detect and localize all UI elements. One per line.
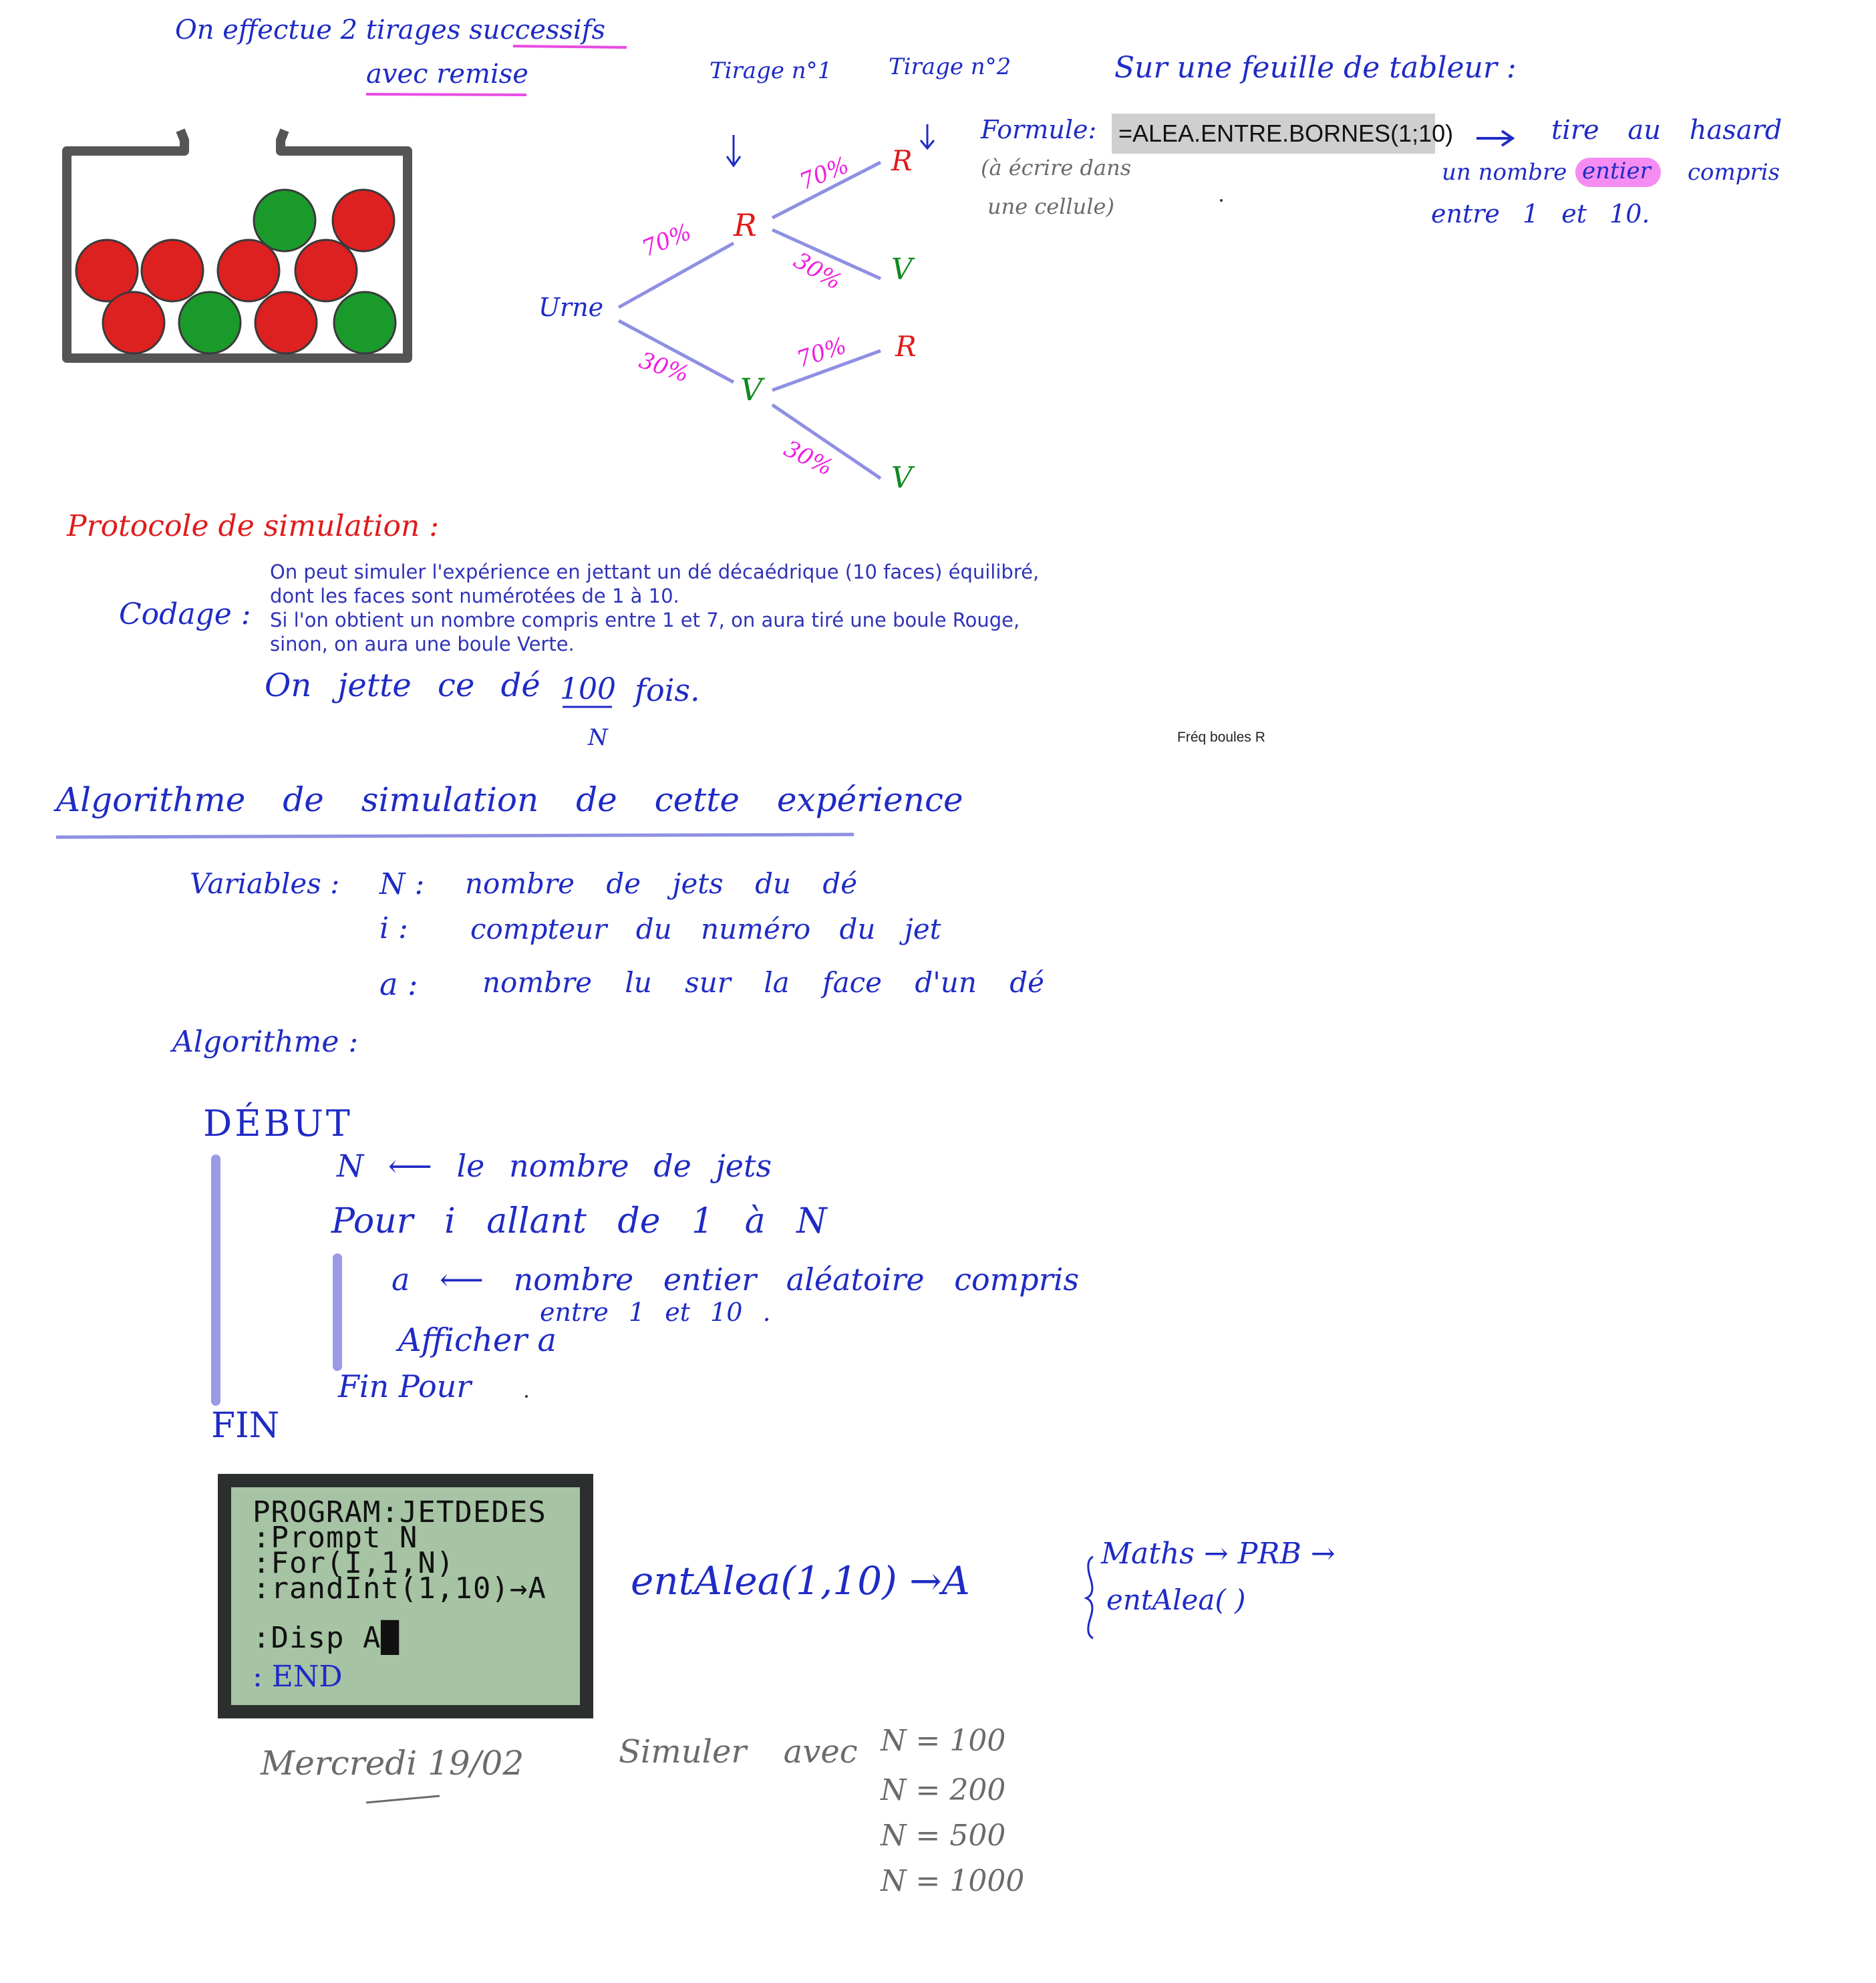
simulate-note: Simuler avec	[619, 1733, 858, 1771]
balls-group	[76, 190, 396, 353]
tree-root-label: Urne	[538, 293, 604, 322]
calc-line-1: PROGRAM:JETDEDES	[253, 1495, 546, 1529]
n-value-3: N = 500	[881, 1819, 1006, 1853]
prob-root-v: 30%	[635, 347, 692, 388]
throw-var-n: N	[588, 724, 608, 751]
freq-label: Fréq boules R	[1177, 730, 1265, 745]
n-value-4: N = 1000	[881, 1864, 1025, 1898]
variables-label: Variables :	[190, 867, 340, 900]
tree-leaf-vv: V	[891, 461, 913, 495]
algo-display: Afficher a	[398, 1322, 557, 1359]
tree-leaf-rv: V	[891, 253, 913, 287]
var-a-name: a :	[379, 966, 418, 1002]
tree-leaf-rr: R	[891, 144, 913, 177]
throw-text-b: fois.	[635, 672, 700, 708]
ball-green	[254, 190, 315, 251]
ball-green	[334, 292, 396, 353]
ball-red	[103, 292, 164, 353]
algo-step-n: N ⟵ le nombre de jets	[337, 1148, 772, 1184]
header-line1: On effectue 2 tirages successifs	[175, 15, 606, 45]
throw-text-a: On jette ce dé	[265, 667, 540, 704]
var-i-name: i :	[379, 911, 408, 945]
header-line2: avec remise	[366, 59, 528, 90]
ball-red	[142, 240, 203, 301]
prob-v-r: 70%	[793, 332, 850, 373]
formula-explain-line3: entre 1 et 10.	[1431, 199, 1650, 228]
ball-red	[333, 190, 394, 251]
formula-explain-line1: tire au hasard	[1551, 115, 1782, 146]
underline-algo-title	[56, 834, 854, 837]
formula-note-line2: une cellule)	[987, 194, 1114, 219]
calculator-screen	[231, 1487, 580, 1705]
calc-line-6: :Disp A█	[253, 1621, 400, 1655]
ball-red	[295, 240, 357, 301]
underline-successifs	[513, 46, 627, 47]
tree-draw1-label: Tirage n°1	[710, 57, 832, 84]
formula-arrow	[1476, 131, 1513, 146]
protocol-text-line2: dont les faces sont numérotées de 1 à 10.	[270, 585, 679, 607]
algo-title: Algorithme de simulation de cette expérience	[56, 780, 963, 819]
calc-end-line: : END	[253, 1660, 343, 1694]
algo-end-loop: Fin Pour	[338, 1368, 472, 1404]
calc-line-2: :Prompt N	[253, 1521, 418, 1555]
formula-box: =ALEA.ENTRE.BORNES(1;10)	[1112, 114, 1435, 154]
algo-begin: DÉBUT	[203, 1102, 353, 1145]
calculator-photo	[218, 1474, 593, 1718]
var-n-name: N :	[379, 867, 425, 901]
menu-brace	[1086, 1557, 1093, 1638]
prob-r-r: 70%	[796, 152, 853, 196]
algo-label: Algorithme :	[172, 1025, 359, 1059]
n-value-2: N = 200	[881, 1773, 1006, 1807]
formula-label: Formule:	[981, 115, 1097, 144]
protocol-text-line3: Si l'on obtient un nombre compris entre 1 et 7, on aura tiré une boule Rouge,	[270, 609, 1020, 631]
throw-text-n: 100	[560, 672, 616, 706]
entalea-note: entAlea(1,10) →A	[631, 1558, 970, 1604]
underline-avec-remise	[366, 94, 526, 95]
coding-label: Codage :	[119, 597, 251, 631]
branch-root-r	[619, 243, 734, 307]
ball-green	[179, 292, 241, 353]
underline-date	[366, 1796, 440, 1803]
prob-r-v: 30%	[789, 247, 846, 296]
protocol-text	[270, 560, 1112, 656]
calc-line-3: :For(I,1,N)	[253, 1546, 455, 1580]
algo-end: FIN	[211, 1406, 280, 1446]
tree-node-r1: R	[734, 207, 757, 243]
date-note: Mercredi 19/02	[261, 1744, 524, 1783]
algo-loop: Pour i allant de 1 à N	[331, 1201, 827, 1241]
menu-path-line1: Maths → PRB →	[1101, 1537, 1336, 1571]
var-i-desc: compteur du numéro du jet	[470, 913, 941, 945]
calc-line-4: :randInt(1,10)→A	[253, 1571, 546, 1606]
protocol-title: Protocole de simulation :	[67, 509, 440, 543]
spreadsheet-title: Sur une feuille de tableur :	[1114, 51, 1517, 85]
algo-loop-bar	[333, 1253, 342, 1371]
algo-assign: a ⟵ nombre entier aléatoire compris	[392, 1261, 1080, 1298]
algo-assign-line2: entre 1 et 10 .	[540, 1298, 771, 1327]
var-n-desc: nombre de jets du dé	[465, 867, 858, 900]
algo-main-bar	[211, 1155, 220, 1406]
var-a-desc: nombre lu sur la face d'un dé	[482, 966, 1044, 999]
formula-explain-compris: compris	[1688, 159, 1780, 186]
tree-node-v1: V	[740, 371, 763, 408]
n-value-1: N = 100	[881, 1724, 1006, 1758]
protocol-text-line4: sinon, on aura une boule Verte.	[270, 633, 575, 655]
menu-path-line2: entAlea( )	[1106, 1583, 1246, 1616]
formula-note-line1: (à écrire dans	[981, 155, 1132, 180]
protocol-text-line1: On peut simuler l'expérience en jettant un dé décaédrique (10 faces) équilibré,	[270, 561, 1040, 583]
prob-v-v: 30%	[780, 435, 837, 482]
ball-red	[255, 292, 317, 353]
prob-root-r: 70%	[638, 218, 695, 263]
tree-leaf-vr: R	[895, 330, 917, 363]
ball-red	[218, 240, 279, 301]
tree-draw2-label: Tirage n°2	[889, 53, 1011, 80]
formula-explain-un-nombre: un nombre	[1442, 159, 1567, 186]
formula-explain-entier: entier	[1582, 158, 1651, 184]
